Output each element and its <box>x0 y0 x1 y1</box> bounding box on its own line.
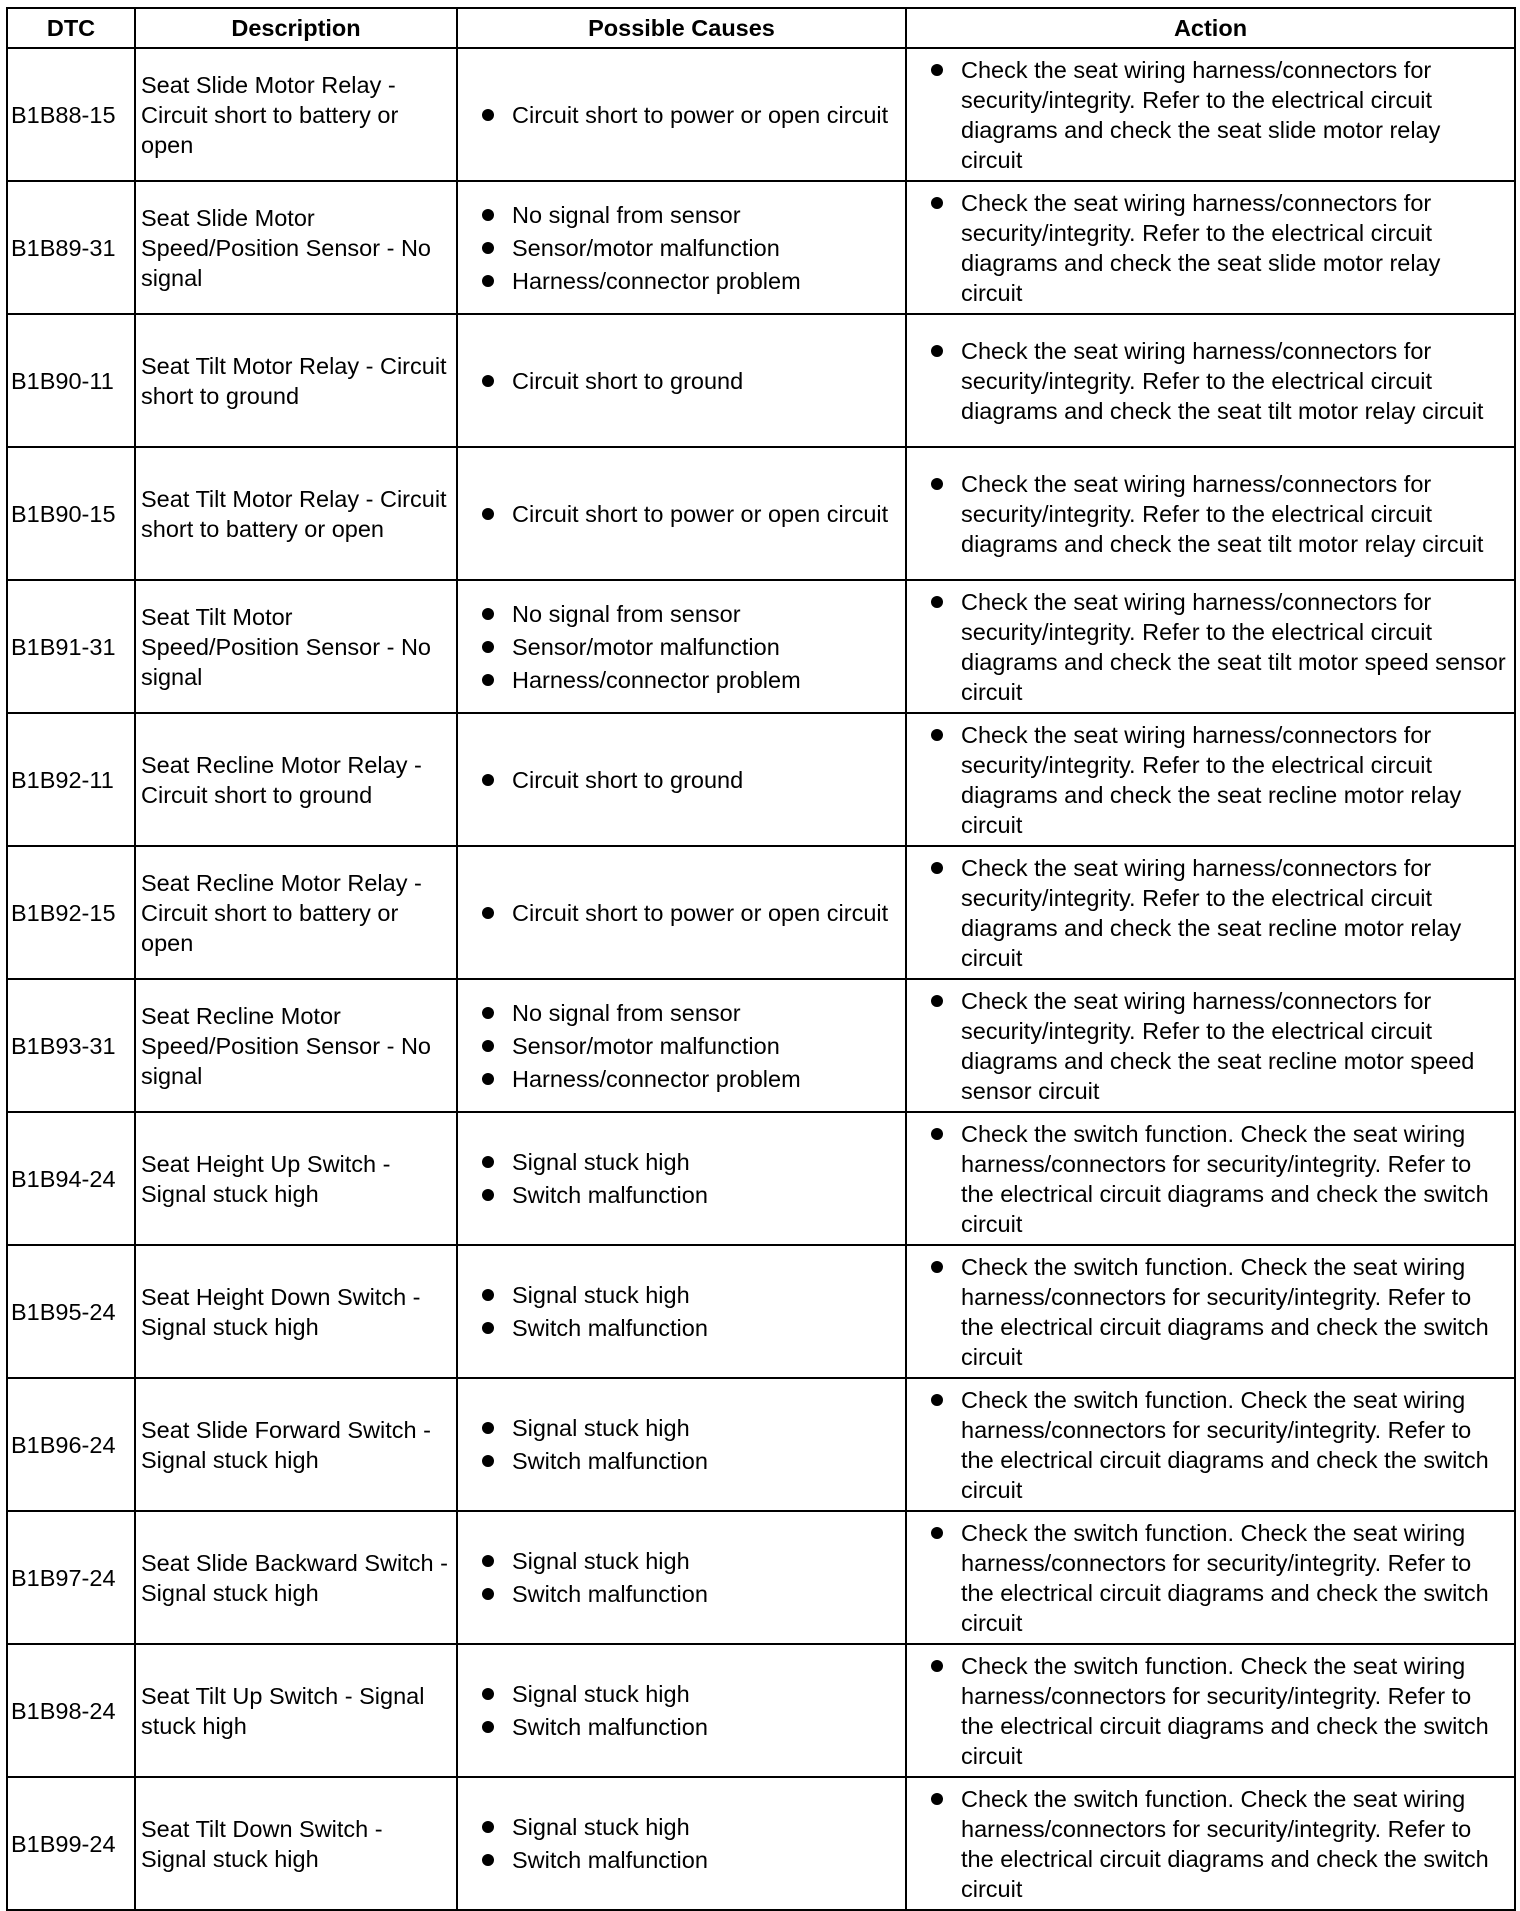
table-row <box>7 447 1515 580</box>
possible-causes-cell <box>457 48 906 181</box>
possible-causes-cell <box>457 1112 906 1245</box>
action-item: Check the seat wiring harness/connectors for security/integrity. Refer to the electrical circuit diagrams and check the seat recline motor relay circuit <box>929 853 1508 973</box>
possible-cause-item: Harness/connector problem <box>480 665 899 695</box>
possible-causes-list <box>480 599 899 695</box>
table-row <box>7 1245 1515 1378</box>
dtc-description: Seat Height Down Switch - Signal stuck high <box>135 1245 457 1378</box>
possible-causes-list <box>480 898 899 928</box>
possible-causes-list <box>480 1147 899 1210</box>
possible-cause-item: Signal stuck high <box>480 1812 899 1842</box>
possible-cause-item: Sensor/motor malfunction <box>480 1031 899 1061</box>
header-row <box>7 8 1515 48</box>
dtc-description: Seat Tilt Up Switch - Signal stuck high <box>135 1644 457 1777</box>
possible-causes-list <box>480 200 899 296</box>
possible-cause-item: Switch malfunction <box>480 1446 899 1476</box>
possible-causes-cell <box>457 979 906 1112</box>
action-cell <box>906 1378 1515 1511</box>
possible-cause-item: Harness/connector problem <box>480 1064 899 1094</box>
dtc-description: Seat Recline Motor Relay - Circuit short to ground <box>135 713 457 846</box>
possible-causes-list <box>480 499 899 529</box>
table-row <box>7 1644 1515 1777</box>
action-cell <box>906 447 1515 580</box>
dtc-code: B1B99-24 <box>7 1777 135 1910</box>
possible-causes-cell <box>457 1644 906 1777</box>
table-row <box>7 1511 1515 1644</box>
action-list <box>929 720 1508 840</box>
possible-causes-cell <box>457 1511 906 1644</box>
possible-cause-item: Signal stuck high <box>480 1413 899 1443</box>
possible-cause-item: Circuit short to ground <box>480 765 899 795</box>
possible-causes-list <box>480 100 899 130</box>
dtc-code: B1B92-11 <box>7 713 135 846</box>
dtc-description: Seat Slide Forward Switch - Signal stuck high <box>135 1378 457 1511</box>
table-row <box>7 1777 1515 1910</box>
possible-causes-list <box>480 765 899 795</box>
dtc-description: Seat Tilt Motor Relay - Circuit short to ground <box>135 314 457 447</box>
possible-cause-item: Sensor/motor malfunction <box>480 233 899 263</box>
possible-cause-item: Switch malfunction <box>480 1313 899 1343</box>
action-list <box>929 986 1508 1106</box>
table-row <box>7 1378 1515 1511</box>
possible-causes-list <box>480 1812 899 1875</box>
table-row <box>7 181 1515 314</box>
dtc-description: Seat Slide Motor Speed/Position Sensor - No signal <box>135 181 457 314</box>
possible-cause-item: No signal from sensor <box>480 599 899 629</box>
action-list <box>929 1385 1508 1505</box>
possible-causes-cell <box>457 1245 906 1378</box>
dtc-code: B1B89-31 <box>7 181 135 314</box>
possible-cause-item: Signal stuck high <box>480 1679 899 1709</box>
possible-causes-cell <box>457 447 906 580</box>
possible-causes-list <box>480 998 899 1094</box>
table-row <box>7 846 1515 979</box>
action-cell <box>906 1112 1515 1245</box>
header-action: Action <box>906 8 1515 48</box>
action-cell <box>906 713 1515 846</box>
dtc-description: Seat Slide Backward Switch - Signal stuck high <box>135 1511 457 1644</box>
dtc-description: Seat Recline Motor Relay - Circuit short to battery or open <box>135 846 457 979</box>
action-list <box>929 469 1508 559</box>
action-item: Check the seat wiring harness/connectors for security/integrity. Refer to the electrical circuit diagrams and check the seat tilt motor relay circuit <box>929 469 1508 559</box>
possible-cause-item: Circuit short to power or open circuit <box>480 898 899 928</box>
header-dtc: DTC <box>7 8 135 48</box>
possible-causes-list <box>480 1679 899 1742</box>
action-list <box>929 336 1508 426</box>
action-list <box>929 1119 1508 1239</box>
action-cell <box>906 1644 1515 1777</box>
page <box>6 7 1514 1902</box>
dtc-code: B1B88-15 <box>7 48 135 181</box>
possible-cause-item: Signal stuck high <box>480 1546 899 1576</box>
possible-causes-list <box>480 366 899 396</box>
dtc-description: Seat Recline Motor Speed/Position Sensor - No signal <box>135 979 457 1112</box>
table-row <box>7 580 1515 713</box>
header-possible-causes: Possible Causes <box>457 8 906 48</box>
possible-cause-item: Sensor/motor malfunction <box>480 632 899 662</box>
header-description: Description <box>135 8 457 48</box>
possible-cause-item: Circuit short to power or open circuit <box>480 499 899 529</box>
action-item: Check the switch function. Check the seat wiring harness/connectors for security/integrity. Refer to the electrical circuit diagrams and check the switch circuit <box>929 1518 1508 1638</box>
action-cell <box>906 48 1515 181</box>
possible-causes-cell <box>457 846 906 979</box>
possible-causes-cell <box>457 314 906 447</box>
possible-cause-item: Signal stuck high <box>480 1147 899 1177</box>
action-item: Check the switch function. Check the seat wiring harness/connectors for security/integrity. Refer to the electrical circuit diagrams and check the switch circuit <box>929 1119 1508 1239</box>
possible-causes-cell <box>457 181 906 314</box>
action-list <box>929 1784 1508 1904</box>
possible-cause-item: No signal from sensor <box>480 998 899 1028</box>
possible-causes-list <box>480 1546 899 1609</box>
dtc-code: B1B93-31 <box>7 979 135 1112</box>
dtc-description: Seat Height Up Switch - Signal stuck high <box>135 1112 457 1245</box>
possible-causes-list <box>480 1413 899 1476</box>
action-list <box>929 1252 1508 1372</box>
possible-causes-cell <box>457 580 906 713</box>
action-item: Check the switch function. Check the seat wiring harness/connectors for security/integrity. Refer to the electrical circuit diagrams and check the switch circuit <box>929 1784 1508 1904</box>
action-cell <box>906 181 1515 314</box>
action-cell <box>906 979 1515 1112</box>
dtc-code: B1B91-31 <box>7 580 135 713</box>
table-row <box>7 314 1515 447</box>
action-list <box>929 853 1508 973</box>
action-list <box>929 1651 1508 1771</box>
dtc-code: B1B90-11 <box>7 314 135 447</box>
possible-cause-item: Circuit short to ground <box>480 366 899 396</box>
table-body <box>7 48 1515 1910</box>
possible-cause-item: Switch malfunction <box>480 1712 899 1742</box>
action-item: Check the seat wiring harness/connectors for security/integrity. Refer to the electrical circuit diagrams and check the seat recline motor relay circuit <box>929 720 1508 840</box>
table-row <box>7 979 1515 1112</box>
possible-cause-item: Switch malfunction <box>480 1579 899 1609</box>
possible-cause-item: Circuit short to power or open circuit <box>480 100 899 130</box>
dtc-code: B1B95-24 <box>7 1245 135 1378</box>
action-item: Check the seat wiring harness/connectors for security/integrity. Refer to the electrical circuit diagrams and check the seat tilt motor speed sensor circuit <box>929 587 1508 707</box>
dtc-code: B1B90-15 <box>7 447 135 580</box>
dtc-description: Seat Slide Motor Relay - Circuit short to battery or open <box>135 48 457 181</box>
dtc-table <box>6 7 1516 1911</box>
possible-causes-list <box>480 1280 899 1343</box>
action-cell <box>906 1245 1515 1378</box>
dtc-code: B1B98-24 <box>7 1644 135 1777</box>
dtc-code: B1B92-15 <box>7 846 135 979</box>
action-item: Check the switch function. Check the seat wiring harness/connectors for security/integrity. Refer to the electrical circuit diagrams and check the switch circuit <box>929 1252 1508 1372</box>
action-item: Check the seat wiring harness/connectors for security/integrity. Refer to the electrical circuit diagrams and check the seat recline motor speed sensor circuit <box>929 986 1508 1106</box>
dtc-description: Seat Tilt Motor Relay - Circuit short to battery or open <box>135 447 457 580</box>
action-cell <box>906 580 1515 713</box>
possible-causes-cell <box>457 1378 906 1511</box>
possible-cause-item: Harness/connector problem <box>480 266 899 296</box>
action-item: Check the seat wiring harness/connectors for security/integrity. Refer to the electrical circuit diagrams and check the seat tilt motor relay circuit <box>929 336 1508 426</box>
table-row <box>7 48 1515 181</box>
dtc-description: Seat Tilt Motor Speed/Position Sensor - No signal <box>135 580 457 713</box>
action-list <box>929 55 1508 175</box>
action-cell <box>906 1511 1515 1644</box>
action-list <box>929 188 1508 308</box>
table-header <box>7 8 1515 48</box>
possible-cause-item: Switch malfunction <box>480 1845 899 1875</box>
action-cell <box>906 1777 1515 1910</box>
action-item: Check the switch function. Check the seat wiring harness/connectors for security/integrity. Refer to the electrical circuit diagrams and check the switch circuit <box>929 1651 1508 1771</box>
action-item: Check the switch function. Check the seat wiring harness/connectors for security/integrity. Refer to the electrical circuit diagrams and check the switch circuit <box>929 1385 1508 1505</box>
action-cell <box>906 314 1515 447</box>
table-row <box>7 1112 1515 1245</box>
action-item: Check the seat wiring harness/connectors for security/integrity. Refer to the electrical circuit diagrams and check the seat slide motor relay circuit <box>929 188 1508 308</box>
action-item: Check the seat wiring harness/connectors for security/integrity. Refer to the electrical circuit diagrams and check the seat slide motor relay circuit <box>929 55 1508 175</box>
possible-cause-item: No signal from sensor <box>480 200 899 230</box>
dtc-code: B1B96-24 <box>7 1378 135 1511</box>
possible-cause-item: Switch malfunction <box>480 1180 899 1210</box>
possible-cause-item: Signal stuck high <box>480 1280 899 1310</box>
dtc-code: B1B97-24 <box>7 1511 135 1644</box>
dtc-description: Seat Tilt Down Switch - Signal stuck high <box>135 1777 457 1910</box>
dtc-code: B1B94-24 <box>7 1112 135 1245</box>
possible-causes-cell <box>457 713 906 846</box>
action-cell <box>906 846 1515 979</box>
action-list <box>929 587 1508 707</box>
table-row <box>7 713 1515 846</box>
possible-causes-cell <box>457 1777 906 1910</box>
action-list <box>929 1518 1508 1638</box>
